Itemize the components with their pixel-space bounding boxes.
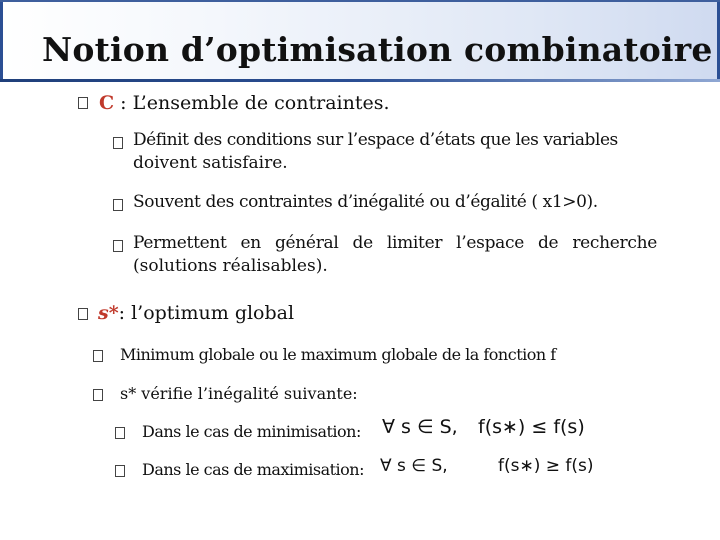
slide-title: Notion d’optimisation combinatoire bbox=[42, 30, 713, 69]
bullet-icon bbox=[93, 350, 103, 362]
item-c-sub-2: Souvent des contraintes d’inégalité ou d’égalité ( x1>0). bbox=[133, 192, 598, 212]
bullet-icon bbox=[115, 427, 125, 439]
item-s bbox=[98, 302, 294, 324]
item-c-sub-3-line-2: (solutions réalisables). bbox=[133, 256, 328, 276]
case-min-label: Dans le cas de minimisation: bbox=[142, 422, 361, 441]
item-s-sub-1: Minimum globale ou le maximum globale de la fonction f bbox=[120, 345, 556, 364]
item-s-symbol: s* bbox=[98, 302, 119, 324]
item-c-sub-1-line-1: Définit des conditions sur l’espace d’états que les variables bbox=[133, 130, 618, 150]
bullet-icon bbox=[93, 389, 103, 401]
case-max-formula-left: ∀ s ∈ S, bbox=[380, 456, 448, 476]
case-min-formula-left: ∀ s ∈ S, bbox=[382, 416, 458, 438]
item-c-sub-1-line-2: doivent satisfaire. bbox=[133, 153, 288, 173]
bullet-icon bbox=[78, 97, 88, 109]
bullet-icon bbox=[78, 308, 88, 320]
item-s-text: : l’optimum global bbox=[118, 302, 295, 324]
item-c-text: : L’ensemble de contraintes. bbox=[114, 92, 390, 114]
item-c-sub-3-line-1: Permettent en général de limiter l’espace de recherche bbox=[133, 233, 657, 253]
case-max-label: Dans le cas de maximisation: bbox=[142, 460, 364, 479]
item-c bbox=[99, 92, 390, 114]
bullet-icon bbox=[113, 199, 123, 211]
item-c-symbol: C bbox=[99, 92, 115, 114]
bullet-icon bbox=[113, 137, 123, 149]
case-min-formula-right: f(s∗) ≤ f(s) bbox=[478, 416, 585, 438]
bullet-icon bbox=[115, 465, 125, 477]
bullet-icon bbox=[113, 240, 123, 252]
item-s-sub-2: s* vérifie l’inégalité suivante: bbox=[120, 384, 358, 403]
case-max-formula-right: f(s∗) ≥ f(s) bbox=[498, 456, 594, 476]
title-left-edge bbox=[0, 2, 3, 82]
